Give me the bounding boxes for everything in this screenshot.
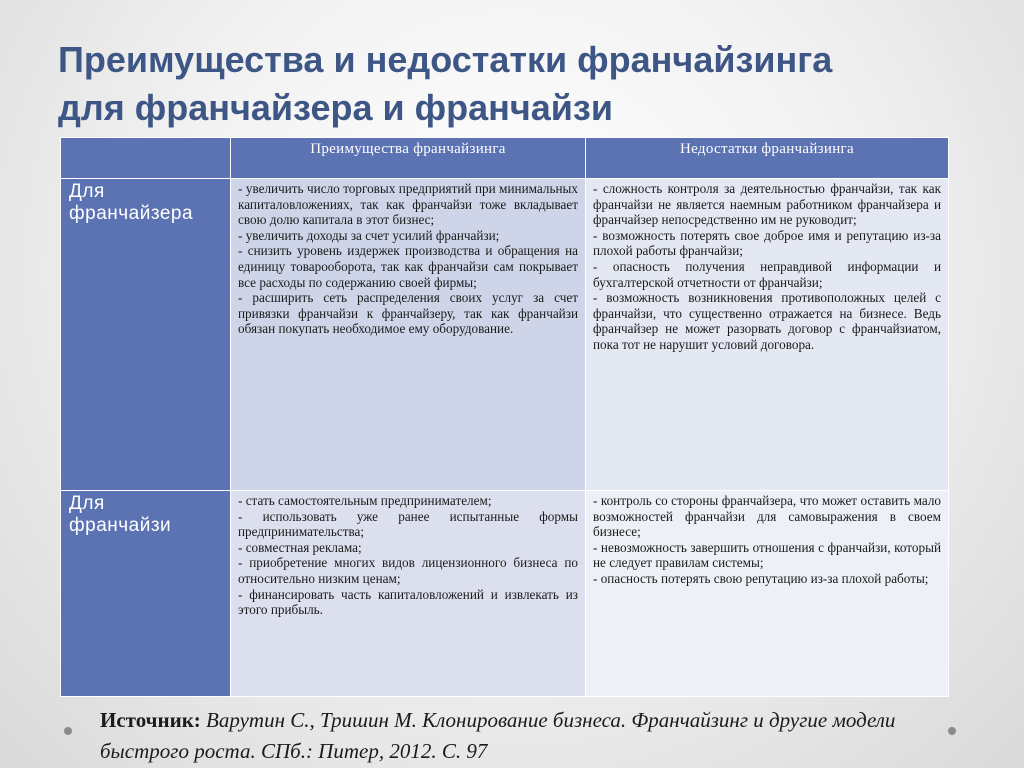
header-corner-cell	[61, 138, 231, 179]
title-line-2: для франчайзера и франчайзи	[58, 87, 613, 128]
source-citation	[100, 705, 960, 767]
list-item: - совместная реклама;	[238, 539, 362, 555]
list-item: - возможность возникновения противоположных целей с франчайзи, что существенно отражается на бизнесе. Ведь франчайзер не может разорвать договор с франчайзиатом, пока тот не нарушит условий договора.	[593, 290, 941, 352]
list-item: - сложность контроля за деятельностью франчайзи, так как франчайзи не является наемным работником франчайзера и франчайзер непосредственно им не руководит;	[593, 181, 941, 228]
source-text: Варутин С., Тришин М. Клонирование бизнеса. Франчайзинг и другие модели быстрого роста. СПб.: Питер, 2012. С. 97	[100, 708, 896, 763]
header-advantages: Преимущества франчайзинга	[231, 138, 586, 179]
source-label: Источник:	[100, 708, 201, 732]
list-item: - опасность потерять свою репутацию из-за плохой работы;	[593, 570, 929, 586]
list-item: - невозможность завершить отношения с франчайзи, который не следует правилам системы;	[593, 539, 941, 571]
list-item: - увеличить число торговых предприятий при минимальных капиталовложениях, так как франчайзи тоже вкладывает свою долю капитала в этот бизнес;	[238, 181, 578, 228]
slide-title	[58, 36, 978, 132]
table-row-franchisee	[61, 491, 949, 697]
list-item: - расширить сеть распределения своих услуг за счет привязки франчайзи к франчайзеру, так как франчайзи обязан покупать необходимое ему оборудование.	[238, 290, 578, 337]
comparison-table	[60, 137, 949, 697]
list-item: - возможность потерять свое доброе имя и репутацию из-за плохой работы франчайзи;	[593, 227, 941, 259]
title-line-1: Преимущества и недостатки франчайзинга	[58, 39, 833, 80]
list-item: - снизить уровень издержек производства и обращения на единицу товарооборота, так как франчайзи сам покрывает все расходы по содержанию своей фирмы;	[238, 243, 578, 290]
franchisee-disadvantages-cell	[586, 491, 949, 697]
row-label-franchisor: Для франчайзера	[61, 179, 231, 491]
list-item: - использовать уже ранее испытанные формы предпринимательства;	[238, 508, 578, 540]
list-item: - опасность получения неправдивой информации и бухгалтерской отчетности от франчайзи;	[593, 258, 941, 290]
franchisee-advantages-cell	[231, 491, 586, 697]
row-label-franchisee: Для франчайзи	[61, 491, 231, 697]
list-item: - увеличить доходы за счет усилий франчайзи;	[238, 227, 500, 243]
franchisor-disadvantages-cell	[586, 179, 949, 491]
list-item: - финансировать часть капиталовложений и извлекать из этого прибыль.	[238, 586, 578, 618]
header-disadvantages: Недостатки франчайзинга	[586, 138, 949, 179]
list-item: - контроль со стороны франчайзера, что может оставить мало возможностей франчайзи для самовыражения в своем бизнесе;	[593, 493, 941, 540]
list-item: - стать самостоятельным предпринимателем;	[238, 493, 492, 508]
list-item: - приобретение многих видов лицензионного бизнеса по относительно низким ценам;	[238, 555, 578, 586]
left-dot-decoration	[64, 727, 72, 735]
table-header-row	[61, 138, 949, 179]
franchisor-advantages-cell	[231, 179, 586, 491]
table-row-franchisor	[61, 179, 949, 491]
